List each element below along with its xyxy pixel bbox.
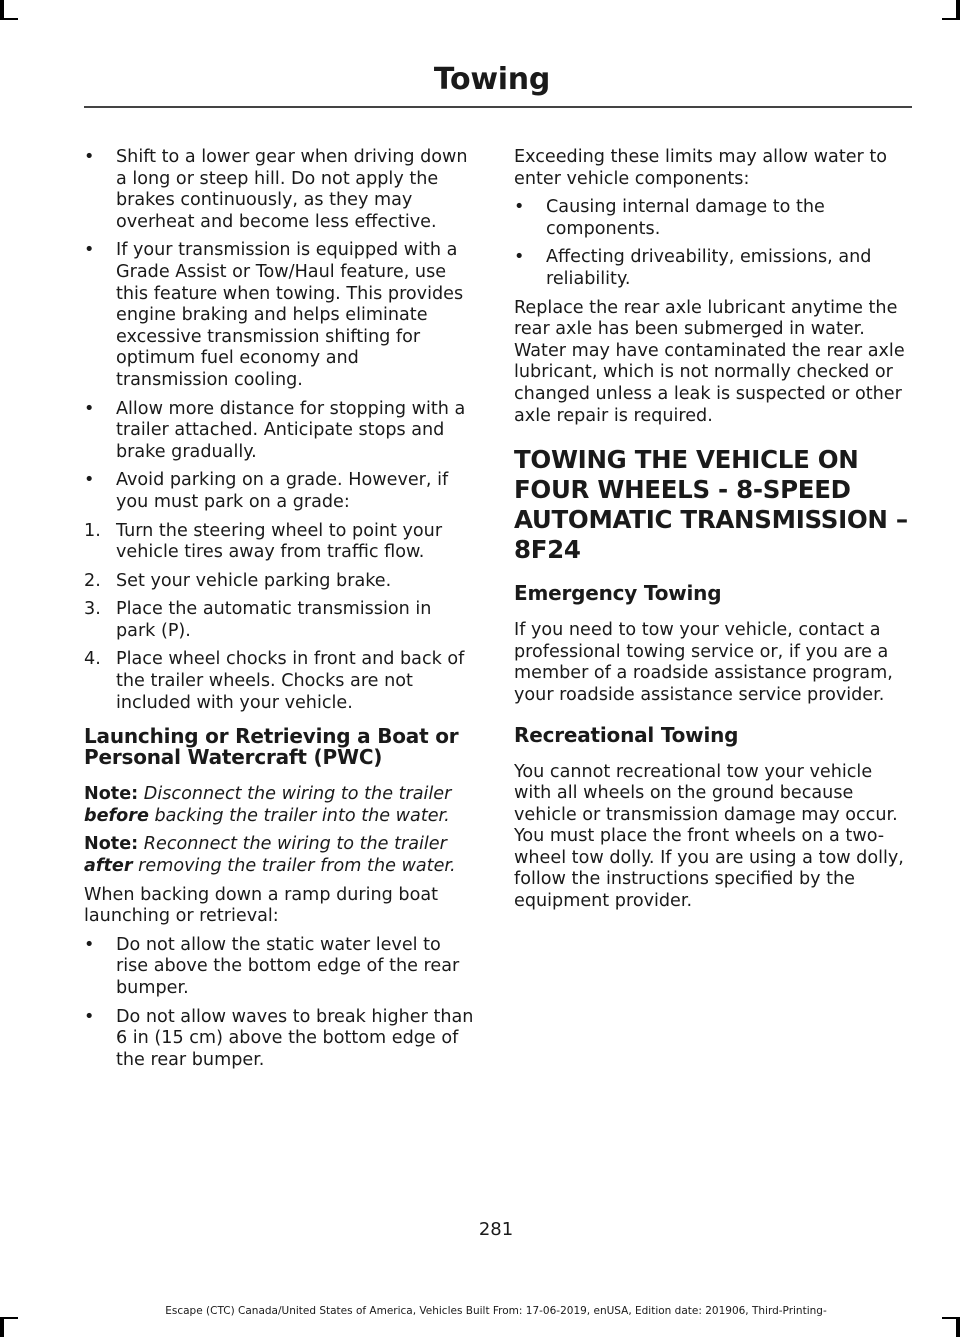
page-number: 281 xyxy=(478,1219,514,1240)
step-item xyxy=(84,521,476,564)
bullet-text: Avoid parking on a grade. However, if you must park on a grade: xyxy=(116,470,449,512)
bullet-marker: • xyxy=(84,470,95,491)
ramp-intro: When backing down a ramp during boat launching or retrieval: xyxy=(84,884,439,927)
step-text: Place the automatic transmission in park (P). xyxy=(116,599,432,641)
step-item xyxy=(84,571,476,593)
recreational-heading: Recreational Towing xyxy=(514,722,739,747)
list-item xyxy=(84,1007,476,1072)
bullet-text: Do not allow the static water level to rise above the bottom edge of the rear bumper. xyxy=(116,934,460,998)
step-number: 1. xyxy=(84,520,101,541)
bullet-text: Causing internal damage to the components. xyxy=(546,197,825,239)
recreational-text: You cannot recreational tow your vehicle with all wheels on the ground because vehicle or transmission damage may occur. You must place the front wheels on a two-wheel tow dolly. If you are using a tow dolly, follow the instructions specified by the equipment provider. xyxy=(514,761,904,912)
launch-heading: Launching or Retrieving a Boat or Personal Watercraft (PWC) xyxy=(84,724,459,770)
note-disconnect xyxy=(84,784,476,827)
crop-mark xyxy=(942,18,960,20)
bullet-text: Affecting driveability, emissions, and reliability. xyxy=(546,247,872,289)
step-number: 3. xyxy=(84,599,101,620)
step-text: Set your vehicle parking brake. xyxy=(116,570,392,591)
list-item xyxy=(514,247,909,290)
bullet-text: Allow more distance for stopping with a trailer attached. Anticipate stops and brake gradually. xyxy=(116,398,466,462)
bullet-marker: • xyxy=(84,934,95,955)
list-item xyxy=(514,197,909,240)
step-text: Turn the steering wheel to point your vehicle tires away from traffic flow. xyxy=(116,520,443,563)
step-text: Place wheel chocks in front and back of the trailer wheels. Chocks are not included with your vehicle. xyxy=(116,649,465,713)
step-item xyxy=(84,599,476,642)
footer-text: Escape (CTC) Canada/United States of America, Vehicles Built From: 17-06-2019, enUSA, Edition date: 201906, Third-Printing- xyxy=(165,1305,827,1317)
step-number: 2. xyxy=(84,570,101,591)
note-label: Note: xyxy=(84,784,139,805)
crop-mark xyxy=(956,1319,960,1337)
bullet-marker: • xyxy=(84,147,95,167)
bullet-marker: • xyxy=(514,197,525,218)
list-item xyxy=(84,147,476,233)
list-item xyxy=(84,399,476,464)
note-text: Reconnect the wiring to the trailer xyxy=(143,834,447,855)
section-heading: TOWING THE VEHICLE ON FOUR WHEELS - 8-SPEED AUTOMATIC TRANSMISSION – 8F24 xyxy=(514,445,908,565)
list-item xyxy=(84,470,476,513)
note-text: Disconnect the wiring to the trailer xyxy=(143,784,452,805)
bullet-text: Shift to a lower gear when driving down a long or steep hill. Do not apply the brakes continuously, as they may overheat and become less effective. xyxy=(116,147,468,232)
step-item xyxy=(84,649,476,714)
page-title: Towing xyxy=(433,62,550,97)
header-rule xyxy=(84,106,912,108)
bullet-marker: • xyxy=(514,247,525,268)
note-label: Note: xyxy=(84,834,139,855)
bullet-marker: • xyxy=(84,1006,95,1027)
note-emphasis: before xyxy=(84,805,149,826)
bullet-text: Do not allow waves to break higher than 6 in (15 cm) above the bottom edge of the rear bumper. xyxy=(116,1006,474,1070)
crop-mark xyxy=(956,0,960,18)
note-emphasis: after xyxy=(84,856,133,877)
emergency-text: If you need to tow your vehicle, contact a professional towing service or, if you are a member of a roadside assistance program, your roadside assistance service provider. xyxy=(514,620,893,705)
left-column xyxy=(84,147,476,1078)
exceed-intro: Exceeding these limits may allow water to enter vehicle components: xyxy=(514,147,888,189)
note-text: removing the trailer from the water. xyxy=(138,856,456,877)
crop-mark xyxy=(0,1319,4,1337)
emergency-heading: Emergency Towing xyxy=(514,581,722,606)
crop-mark xyxy=(0,0,4,18)
note-reconnect xyxy=(84,834,476,877)
bullet-marker: • xyxy=(84,398,95,419)
list-item xyxy=(84,240,476,391)
step-number: 4. xyxy=(84,649,101,670)
crop-mark xyxy=(0,18,18,20)
list-item xyxy=(84,935,476,1000)
bullet-marker: • xyxy=(84,240,95,261)
right-column xyxy=(514,147,909,920)
axle-paragraph: Replace the rear axle lubricant anytime the rear axle has been submerged in water. Water may have contaminated the rear axle lubricant, which is not normally checked or changed unless a leak is suspected or other axle repair is required. xyxy=(514,297,905,426)
bullet-text: If your transmission is equipped with a Grade Assist or Tow/Haul feature, use this feature when towing. This provides engine braking and helps eliminate excessive transmission shifting for optimum fuel economy and transmission cooling. xyxy=(116,240,464,390)
note-text: backing the trailer into the water. xyxy=(154,805,450,826)
